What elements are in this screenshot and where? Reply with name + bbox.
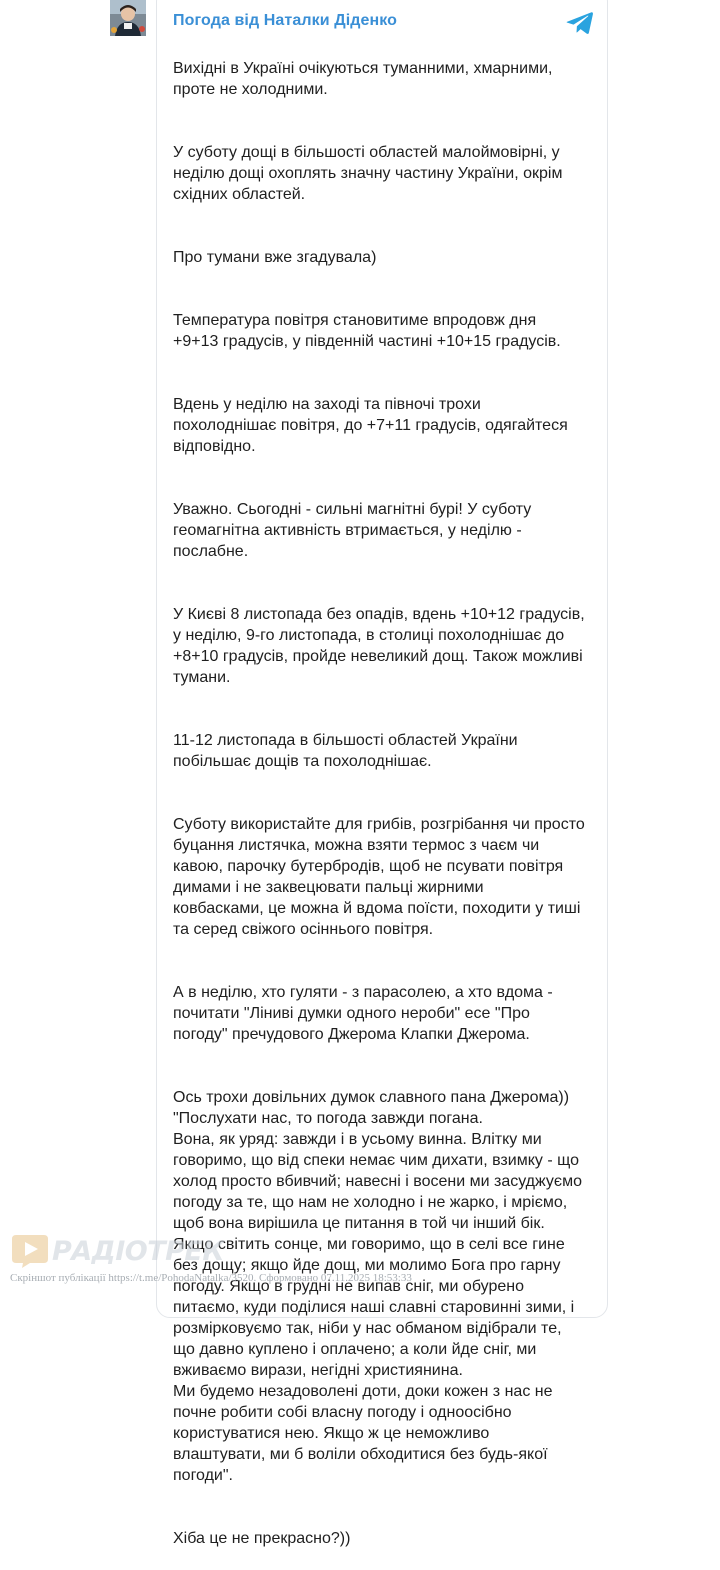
post-paragraph: Ось трохи довільних думок славного пана Джерома)) "Послухати нас, то погода завжди погана. Вона, як уряд: завжди і в усьому винна. Влітку ми говоримо, що від спеки немає чим дихати, взимку - що холод просто вбивчий; навесні і восени ми засуджуємо погоду за те, що нам не холодно і не жарко, і мріємо, щоб вона вирішила це питання в той чи інший бік. Якщо світить сонце, ми говоримо, що в селі все гине без дощу; якщо йде дощ, ми молимо Бога про гарну погоду. Якщо в грудні не випав сніг, ми обурено питаємо, куди поділися наші славні старовинні зими, і розмірковуємо так, ніби у нас обманом відібрали те, що давно куплено і оплачено; а коли йде сніг, ми вживаємо вирази, негідні християнина. Ми будемо незадоволені доти, доки кожен з нас не почне робити собі власну погоду і одноосібно користуватися нею. Якщо ж це неможливо влаштувати, ми б воліли обходитися без будь-якої погоди". bbox=[173, 1089, 582, 1484]
post-paragraph: Вдень у неділю на заході та півночі трохи похолоднішає повітря, до +7+11 градусів, одягайтеся відповідно. bbox=[173, 396, 568, 455]
post-paragraph: 11-12 листопада в більшості областей України побільшає дощів та похолоднішає. bbox=[173, 732, 518, 770]
post-paragraph: А в неділю, хто гуляти - з парасолею, а хто вдома - почитати "Ліниві думки одного нероби" есе "Про погоду" пречудового Джерома Клапки Джерома. bbox=[173, 984, 553, 1043]
post-paragraph: Про тумани вже згадувала) bbox=[173, 249, 377, 266]
channel-avatar-icon[interactable] bbox=[110, 0, 146, 36]
post-paragraph: Температура повітря становитиме впродовж дня +9+13 градусів, у південній частині +10+15 градусів. bbox=[173, 312, 561, 350]
channel-name-link[interactable]: Погода від Наталки Діденко bbox=[173, 12, 398, 29]
watermark-caption: Скріншот публікації https://t.me/PohodaNatalka/3520. Сформовано 07.11.2025 18:53:33 bbox=[10, 1272, 412, 1284]
post-paragraph: Вихідні в Україні очікуються туманними, хмарними, проте не холодними. bbox=[173, 60, 553, 98]
post-paragraph: Хіба це не прекрасно?)) bbox=[173, 1530, 351, 1547]
post-paragraph: Суботу використайте для грибів, розгрібання чи просто буцання листячка, можна взяти термос з чаєм чи кавою, парочку бутербродів, щоб не псувати повітря димами і не заквецювати пальці жирними ковбасками, це можна й вдома поїсти, походити у тиші та серед свіжого осіннього повітря. bbox=[173, 816, 585, 938]
post-paragraph: Уважно. Сьогодні - сильні магнітні бурі! У суботу геомагнітна активність втримається, у неділю - послабне. bbox=[173, 501, 532, 560]
post-paragraph: У Києві 8 листопада без опадів, вдень +10+12 градусів, у неділю, 9-го листопада, в столиці похолоднішає до +8+10 градусів, пройде невеликий дощ. Також можливі тумани. bbox=[173, 606, 585, 686]
watermark-logo-text: РАДІОТРЕК bbox=[52, 1235, 224, 1267]
post-text bbox=[173, 37, 598, 1570]
play-badge-icon bbox=[10, 1233, 50, 1269]
watermark-logo bbox=[10, 1231, 224, 1271]
telegram-icon[interactable] bbox=[566, 11, 594, 35]
post-paragraph: У суботу дощі в більшості областей малоймовірні, у неділю дощі охоплять значну частину України, окрім східних областей. bbox=[173, 144, 563, 203]
